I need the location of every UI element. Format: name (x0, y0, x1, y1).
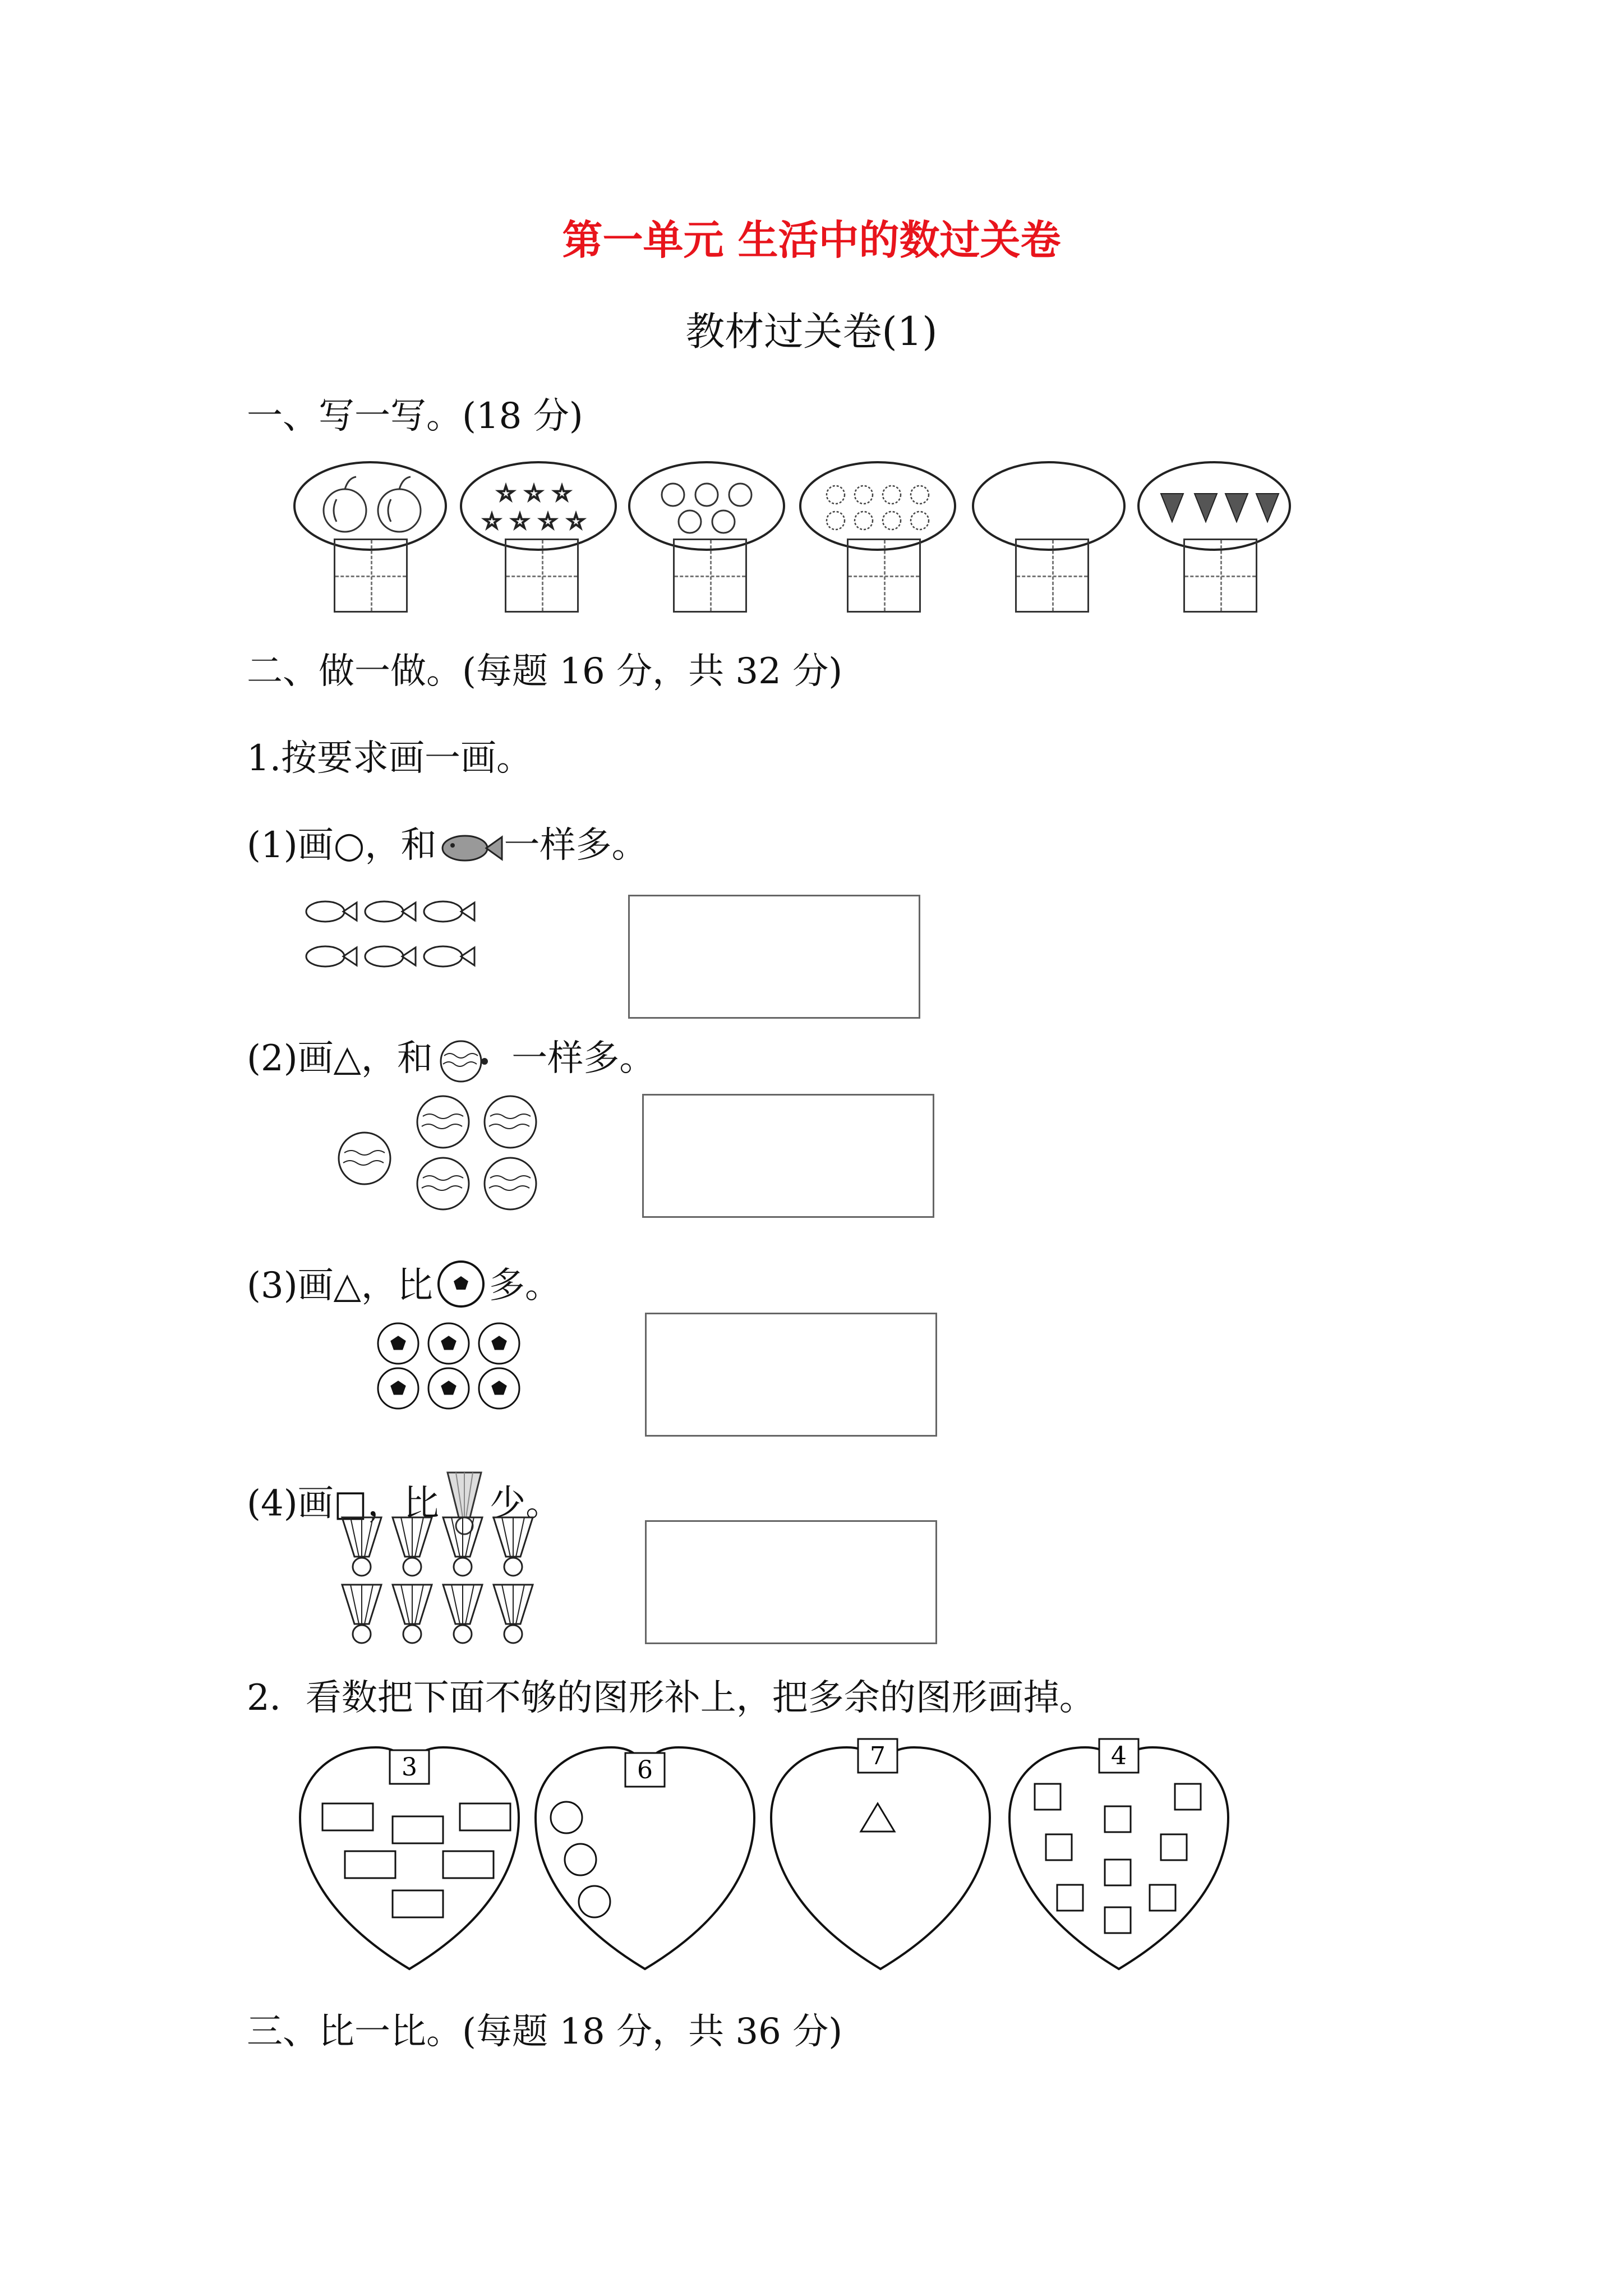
answer-box-2[interactable] (642, 1094, 934, 1218)
svg-text:☆: ☆ (510, 509, 530, 533)
section2-heading: 二、做一做。(每题 16 分，共 32 分) (247, 651, 843, 692)
shuttlecock-group (336, 1515, 550, 1655)
part4-suffix: 少。 (490, 1483, 562, 1525)
answer-grid-1[interactable] (334, 539, 408, 613)
oval-stars (461, 462, 616, 550)
heart-1-number: 3 (402, 1753, 417, 1782)
fish-icon (437, 823, 504, 873)
heart-4 (1009, 1739, 1228, 1969)
answer-box-3[interactable] (645, 1313, 937, 1437)
watermelon-icon (433, 1036, 500, 1087)
flower-icon (827, 486, 929, 530)
answer-grid-5[interactable] (1015, 539, 1089, 613)
heart-3-number: 7 (870, 1742, 886, 1770)
oval-apples (294, 462, 446, 550)
peach-icon (662, 484, 751, 533)
part2-prefix: (2)画△，和 (247, 1038, 433, 1079)
answer-box-1[interactable] (628, 895, 920, 1019)
part2-suffix: 一样多。 (500, 1038, 656, 1079)
question2-heading: 2．看数把下面不够的图形补上，把多余的图形画掉。 (247, 1677, 1095, 1719)
oval-empty (973, 462, 1124, 550)
svg-text:☆: ☆ (552, 481, 572, 505)
heart-2-number: 6 (637, 1756, 653, 1784)
part3-suffix: 多。 (488, 1265, 561, 1306)
heart-3 (771, 1739, 990, 1969)
part1-line (247, 816, 648, 873)
heart-2 (536, 1747, 754, 1969)
oval-flowers (800, 462, 955, 550)
part1-prefix: (1)画○，和 (247, 825, 437, 866)
part3-prefix: (3)画△，比 (247, 1265, 433, 1306)
soccer-ball-group (376, 1318, 533, 1419)
apple-icon (324, 477, 421, 532)
star-icon (482, 481, 585, 533)
page-subtitle: 教材过关卷(1) (685, 309, 938, 355)
oval-peaches (629, 462, 784, 550)
answer-grid-3[interactable] (673, 539, 747, 613)
svg-text:☆: ☆ (566, 509, 586, 533)
svg-text:☆: ☆ (482, 509, 502, 533)
section1-heading: 一、写一写。(18 分) (247, 395, 583, 437)
section3-heading: 三、比一比。(每题 18 分，共 36 分) (247, 2011, 843, 2053)
watermelon-group (331, 1083, 578, 1223)
svg-text:☆: ☆ (538, 509, 558, 533)
oval-grapes (1138, 462, 1290, 550)
part1-suffix: 一样多。 (504, 825, 648, 866)
part2-line (247, 1029, 655, 1087)
hearts-row (292, 1733, 1301, 1991)
fish-group (297, 886, 488, 987)
heart-1 (300, 1747, 519, 1969)
part4-prefix: (4)画□，比 (247, 1483, 440, 1525)
svg-text:☆: ☆ (496, 481, 516, 505)
question1-heading: 1.按要求画一画。 (247, 738, 533, 779)
grape-icon (1161, 494, 1279, 522)
answer-grid-2[interactable] (505, 539, 579, 613)
answer-grid-4[interactable] (847, 539, 921, 613)
answer-box-4[interactable] (645, 1520, 937, 1644)
answer-grid-6[interactable] (1183, 539, 1257, 613)
soccer-ball-icon (433, 1260, 489, 1317)
heart-4-number: 4 (1111, 1742, 1127, 1770)
part3-line (247, 1257, 561, 1317)
svg-text:☆: ☆ (524, 481, 544, 505)
page-title: 第一单元 生活中的数过关卷 (562, 217, 1061, 264)
